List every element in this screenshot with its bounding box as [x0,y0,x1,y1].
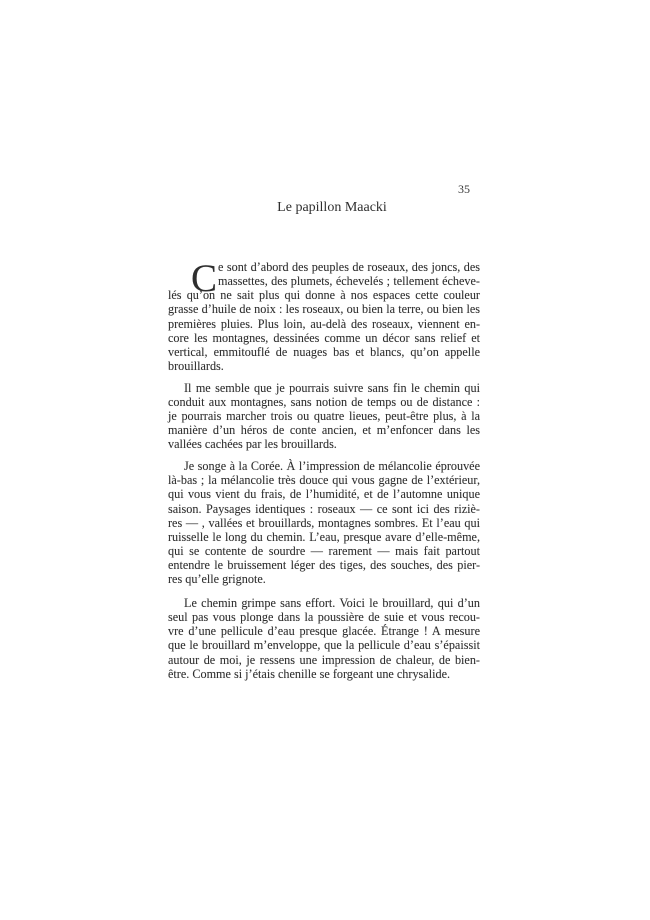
paragraph [168,459,480,586]
text-line: je pourrais marcher trois ou quatre lieues, peut-être plus, à la [168,409,480,424]
text-line: Le chemin grimpe sans effort. Voici le brouillard, qui d’un [184,595,480,610]
text-line: Il me semble que je pourrais suivre sans fin le chemin qui [184,380,480,395]
chapter-title: Le papillon Maacki [277,200,387,215]
text-line: autour de moi, je ressens une impression de chaleur, de bien- [168,652,480,667]
page-number: 35 [458,182,470,196]
paragraph [168,381,480,452]
text-line: brouillards. [168,359,224,374]
text-line: là-bas ; la mélancolie très douce qui vous gagne de l’extérieur, [168,473,480,488]
text-line: être. Comme si j’étais chenille se forgeant une chrysalide. [168,666,451,681]
drop-cap: C [191,257,218,300]
text-line: lés qu’on ne sait plus qui donne à nos espaces cette couleur [168,288,480,303]
text-block [168,257,480,681]
text-line: manière d’un héros de conte ancien, et m’enfoncer dans les [168,423,480,438]
text-line: e sont d’abord des peuples de roseaux, des joncs, des [218,260,480,274]
text-line: que le brouillard m’enveloppe, que la pellicule d’eau s’épaissit [168,638,480,653]
text-line: ruisselle le long du chemin. L’eau, presque avare d’elle-même, [168,529,480,544]
paragraph [168,257,480,374]
text-line: res — , vallées et brouillards, montagnes sombres. Et l’eau qui [168,515,480,530]
text-line: qui vous vient du frais, de l’humidité, et de l’automne unique [168,487,480,502]
text-line: res qu’elle grignote. [168,572,266,587]
text-line: massettes, des plumets, échevelés ; tellement écheve- [218,274,480,289]
text-line: vertical, emmitouflé de nuages bas et blancs, qu’on appelle [168,344,480,359]
text-line: vallées cachées par les brouillards. [168,437,337,452]
text-line: core les montagnes, dessinées comme un décor sans relief et [168,330,480,345]
text-line: saison. Paysages identiques : roseaux — ce sont ici des riziè- [168,501,480,516]
text-line: seul pas vous plonge dans la poussière de suie et vous recou- [168,610,480,625]
text-line: Je songe à la Corée. À l’impression de mélancolie éprouvée [184,459,480,474]
paragraph [168,596,480,681]
text-line: entendre le bruissement léger des tiges, des souches, des pier- [168,558,480,573]
text-line: conduit aux montagnes, sans notion de temps ou de distance : [168,394,480,409]
text-line: vre d’une pellicule d’eau presque glacée. Étrange ! A mesure [168,624,480,639]
text-line: grasse d’huile de noix : les roseaux, ou bien la terre, ou bien les [168,302,480,317]
text-line: premières pluies. Plus loin, au-delà des roseaux, viennent en- [168,316,480,331]
text-line: qui se contente de sourdre — rarement — mais fait partout [168,543,480,558]
